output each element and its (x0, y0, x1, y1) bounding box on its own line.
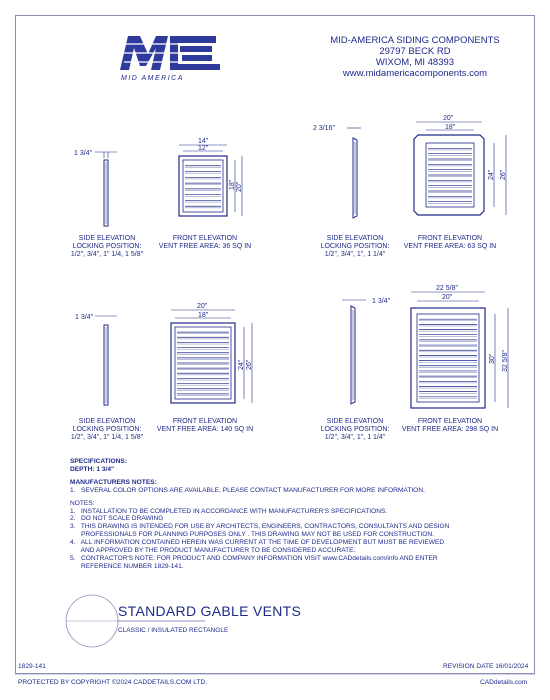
vent-4-depth-label: 1 3/4" (372, 298, 391, 305)
note-item: 5. CONTRACTOR'S NOTE: FOR PRODUCT AND COMPANY INFORMATION VISIT www.CADdetails.com/info AND ENTER (70, 554, 438, 562)
vent-3-height-inner: 24" (238, 359, 245, 370)
specifications-depth: DEPTH: 1 3/4" (70, 465, 115, 473)
note-item: AND APPROVED BY THE PRODUCT MANUFACTURER TO BE CONSIDERED ACCURATE. (70, 547, 356, 555)
vent-1-height-inner: 18" (229, 179, 236, 190)
vent-2-height-outer: 26" (500, 169, 507, 180)
note-item: 4. ALL INFORMATION CONTAINED HEREIN WAS CURRENT AT THE TIME OF DEVELOPMENT BUT MUST BE REVIEWED (70, 539, 445, 547)
manufacturer-note-item: 1. SEVERAL COLOR OPTIONS ARE AVAILABLE, PLEASE CONTACT MANUFACTURER FOR MORE INFORMATION. (70, 486, 425, 494)
vent-4-height-inner: 30" (489, 353, 496, 364)
company-website[interactable]: www.midamericacomponents.com (342, 68, 488, 79)
vent-4-side-elevation (342, 298, 391, 404)
vent-2-front-caption: FRONT ELEVATION VENT FREE AREA: 63 SQ IN (403, 235, 497, 250)
note-item: 1. INSTALLATION TO BE COMPLETED IN ACCORDANCE WITH MANUFACTURER'S SPECIFICATIONS. (70, 507, 388, 515)
note-item: 3. THIS DRAWING IS INTENDED FOR USE BY ARCHITECTS, ENGINEERS, CONTRACTORS, CONSULTANTS AND DESIGN (70, 523, 450, 531)
vent-2-side-caption: SIDE ELEVATION LOCKING POSITION: 1/2", 3/4", 1", 1 1/4" (320, 235, 390, 258)
note-item: PROFESSIONALS FOR PLANNING PURPOSES ONLY . THIS DRAWING MAY NOT BE USED FOR CONSTRUCTION. (70, 531, 434, 539)
note-item: REFERENCE NUMBER 1829-141. (70, 562, 184, 570)
vent-1-front-elevation (179, 138, 243, 216)
vent-3-width-inner: 18" (198, 312, 209, 319)
vent-2-width-outer: 20" (443, 115, 454, 122)
company-name: MID-AMERICA SIDING COMPONENTS (330, 35, 500, 46)
company-city: WIXOM, MI 48393 (375, 57, 455, 68)
drawing-title: STANDARD GABLE VENTS (118, 603, 302, 619)
logo-text: MID AMERICA (121, 75, 184, 82)
vent-1-side-elevation (74, 150, 117, 226)
vent-2-width-inner: 18" (445, 124, 456, 131)
vent-4-side-caption: SIDE ELEVATION LOCKING POSITION: 1/2", 3/4", 1", 1 1/4" (320, 418, 390, 441)
vent-3-side-elevation (75, 314, 117, 405)
vent-2-height-inner: 24" (488, 169, 495, 180)
company-address: 29797 BECK RD (379, 46, 451, 57)
drawing-reference: 1829-141 (18, 663, 46, 670)
copyright-notice: PROTECTED BY COPYRIGHT ©2024 CADDETAILS.COM LTD. (18, 679, 208, 686)
vent-1-width-inner: 12" (198, 145, 209, 152)
vent-3-height-outer: 26" (246, 359, 253, 370)
vent-4-front-caption: FRONT ELEVATION VENT FREE AREA: 298 SQ IN (401, 418, 499, 433)
vent-4-height-outer: 32 5/8" (502, 350, 509, 372)
vent-1-width-outer: 14" (198, 138, 209, 145)
vent-3-side-caption: SIDE ELEVATION LOCKING POSITION: 1/2", 3/4", 1" 1/4, 1 5/8" (70, 418, 144, 441)
revision-date: REVISION DATE 16/01/2024 (443, 663, 529, 670)
caddetails-link[interactable]: CADdetails.com (480, 679, 528, 686)
vent-4-width-outer: 22 5/8" (436, 285, 458, 292)
vent-2-front-elevation (414, 115, 507, 215)
notes-block (70, 458, 510, 571)
vent-2-side-elevation (313, 125, 361, 218)
vent-2-depth-label: 2 3/16" (313, 125, 335, 132)
vent-1-depth-label: 1 3/4" (74, 150, 93, 157)
vent-3-front-caption: FRONT ELEVATION VENT FREE AREA: 140 SQ IN (156, 418, 254, 433)
vent-1-height-outer: 20" (236, 181, 243, 192)
drawing-subtitle: CLASSIC / INSULATED RECTANGLE (118, 627, 229, 634)
vent-4-width-inner: 20" (442, 294, 453, 301)
manufacturer-notes-heading: MANUFACTURERS NOTES: (70, 478, 157, 486)
specifications-heading: SPECIFICATIONS: (70, 458, 128, 465)
note-item: 2. DO NOT SCALE DRAWING (70, 515, 164, 523)
vent-3-width-outer: 20" (197, 303, 208, 310)
vent-1-side-caption: SIDE ELEVATION LOCKING POSITION: 1/2", 3/4", 1" 1/4, 1 5/8" (70, 235, 144, 258)
notes-heading: NOTES: (70, 499, 95, 507)
vent-3-depth-label: 1 3/4" (75, 314, 94, 321)
vent-3-front-elevation (171, 303, 253, 403)
vent-4-front-elevation (411, 285, 509, 408)
vent-1-front-caption: FRONT ELEVATION VENT FREE AREA: 36 SQ IN (158, 235, 252, 250)
